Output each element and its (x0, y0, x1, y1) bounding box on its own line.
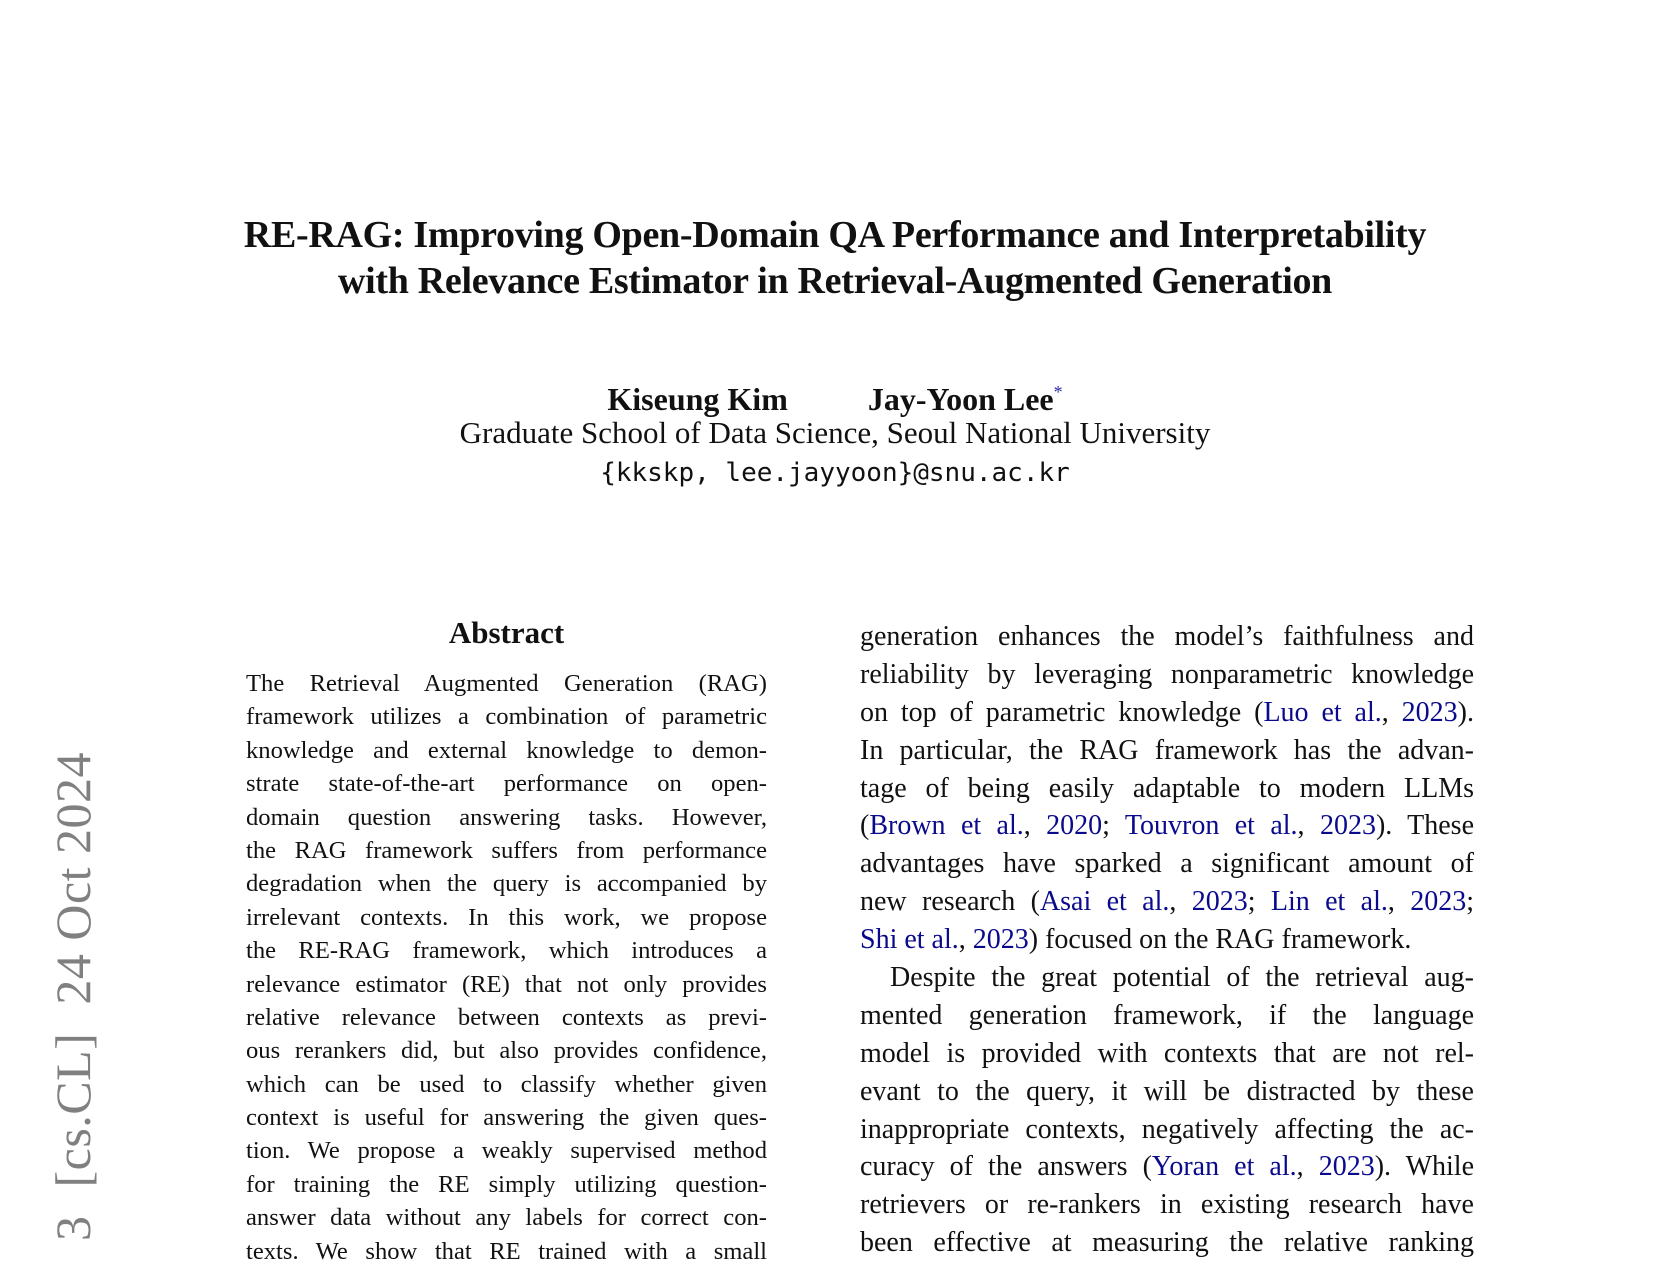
abstract-line: degradation when the query is accompanied by (246, 870, 767, 898)
author-affiliation: Graduate School of Data Science, Seoul National University (459, 415, 1211, 450)
abstract-heading: Abstract (448, 615, 565, 650)
body-text: ). (1457, 696, 1474, 728)
body-text: evant to the query, it will be distracted by these (860, 1075, 1474, 1107)
body-text: retrievers or re-rankers in existing research have (860, 1189, 1474, 1221)
body-line (860, 694, 1474, 732)
body-text: Despite the great potential of the retrieval aug- (890, 962, 1474, 994)
arxiv-date: 24 Oct 2024 (45, 751, 101, 1005)
body-line (860, 921, 1474, 959)
citation-link[interactable]: 2023 (1410, 886, 1467, 918)
body-line (860, 807, 1474, 845)
body-text: , (1381, 696, 1402, 728)
citation-link[interactable]: 2023 (1318, 1151, 1375, 1183)
body-text: advantages have sparked a significant amount of (860, 848, 1474, 880)
body-text: ( (860, 810, 870, 842)
body-text: model is provided with contexts that are not rel- (860, 1037, 1474, 1069)
title-line-1: RE-RAG: Improving Open-Domain QA Performance and Interpretability (243, 214, 1427, 256)
abstract-line: ous rerankers did, but also provides confidence, (246, 1037, 767, 1065)
abstract-line: knowledge and external knowledge to demon- (246, 736, 767, 764)
corresponding-author-mark[interactable]: * (1053, 382, 1063, 402)
citation-link[interactable]: Yoran et al. (1151, 1151, 1297, 1183)
citation-link[interactable]: Touvron et al. (1124, 810, 1298, 842)
abstract-line: tion. We propose a weakly supervised method (246, 1137, 767, 1165)
body-text: ; (1466, 886, 1475, 918)
body-text: , (1297, 810, 1320, 842)
citation-link[interactable]: 2023 (1319, 810, 1376, 842)
body-line (860, 656, 1474, 694)
body-line (860, 845, 1474, 883)
body-line (860, 1035, 1474, 1073)
paper-title (0, 212, 1654, 304)
body-text: generation enhances the model’s faithfulness and (860, 621, 1474, 652)
abstract-line: irrelevant contexts. In this work, we propose (246, 903, 767, 931)
body-text: on top of parametric knowledge ( (860, 696, 1264, 728)
body-text: ) focused on the RAG framework. (1028, 924, 1412, 956)
body-line (860, 1148, 1474, 1186)
abstract-line: relative relevance between contexts as previ- (246, 1003, 767, 1031)
citation-link[interactable]: 2023 (1191, 886, 1248, 918)
citation-link[interactable]: Luo et al. (1263, 696, 1382, 728)
body-text: reliability by leveraging nonparametric knowledge (860, 658, 1474, 690)
body-text: , (958, 924, 973, 956)
body-line (860, 1186, 1474, 1224)
author-name: Kiseung Kim (607, 381, 788, 417)
body-line (860, 1111, 1474, 1149)
citation-link[interactable]: Asai et al. (1039, 886, 1170, 918)
left-column (246, 615, 767, 1268)
arxiv-category: [cs.CL] (45, 1032, 101, 1188)
body-line (860, 770, 1474, 808)
body-text: tage of being easily adaptable to modern LLMs (860, 772, 1474, 804)
citation-link[interactable]: Brown et al. (869, 810, 1024, 842)
body-text: been effective at measuring the relative ranking (860, 1227, 1474, 1259)
abstract-line: relevance estimator (RE) that not only provides (246, 970, 767, 998)
body-text: curacy of the answers ( (860, 1151, 1152, 1183)
right-column (860, 618, 1474, 1262)
abstract-line: framework utilizes a combination of parametric (246, 703, 767, 731)
body-text: , (1296, 1151, 1319, 1183)
body-line (860, 1073, 1474, 1111)
citation-link[interactable]: Shi et al. (860, 924, 959, 956)
abstract-body (246, 667, 767, 1268)
body-line (860, 959, 1474, 997)
citation-link[interactable]: Lin et al. (1270, 886, 1388, 918)
body-line (860, 997, 1474, 1035)
abstract-line: which can be used to classify whether given (246, 1070, 767, 1098)
citation-link[interactable]: 2020 (1046, 810, 1103, 842)
citation-link[interactable]: 2023 (1401, 696, 1458, 728)
arxiv-id-fragment: 3 (45, 1215, 101, 1241)
body-text: ). These (1375, 810, 1475, 842)
introduction-body (860, 618, 1474, 1262)
author-name: Jay-Yoon Lee (867, 381, 1054, 417)
body-line (860, 732, 1474, 770)
author-email: {kkskp, lee.jayyoon}@snu.ac.kr (600, 458, 1070, 488)
abstract-line: domain question answering tasks. However, (246, 803, 767, 831)
body-line (860, 618, 1474, 656)
body-text: ; (1247, 886, 1271, 918)
body-text: , (1387, 886, 1411, 918)
body-text: , (1169, 886, 1192, 918)
body-text: mented generation framework, if the language (860, 999, 1474, 1031)
abstract-line: the RE-RAG framework, which introduces a (246, 937, 767, 965)
abstract-line: texts. We show that RE trained with a small (246, 1237, 767, 1265)
abstract-line: for training the RE simply utilizing question- (246, 1170, 767, 1198)
title-line-2: with Relevance Estimator in Retrieval-Augmented Generation (338, 260, 1332, 302)
body-text: In particular, the RAG framework has the advan- (860, 734, 1474, 766)
body-text: inappropriate contexts, negatively affecting the ac- (860, 1113, 1474, 1145)
arxiv-identifier-stamp (46, 752, 100, 1241)
abstract-line: the RAG framework suffers from performance (246, 836, 767, 864)
body-text: , (1023, 810, 1047, 842)
body-text: ). While (1374, 1151, 1475, 1183)
abstract-line: answer data without any labels for correct con- (246, 1204, 767, 1232)
citation-link[interactable]: 2023 (972, 924, 1029, 956)
abstract-line: context is useful for answering the given ques- (246, 1104, 767, 1132)
author-list (0, 372, 1654, 419)
body-text: new research ( (860, 886, 1040, 918)
body-line (860, 1224, 1474, 1262)
abstract-line: The Retrieval Augmented Generation (RAG) (246, 670, 767, 697)
body-text: ; (1102, 810, 1125, 842)
body-line (860, 883, 1474, 921)
abstract-line: strate state-of-the-art performance on open- (246, 770, 767, 798)
